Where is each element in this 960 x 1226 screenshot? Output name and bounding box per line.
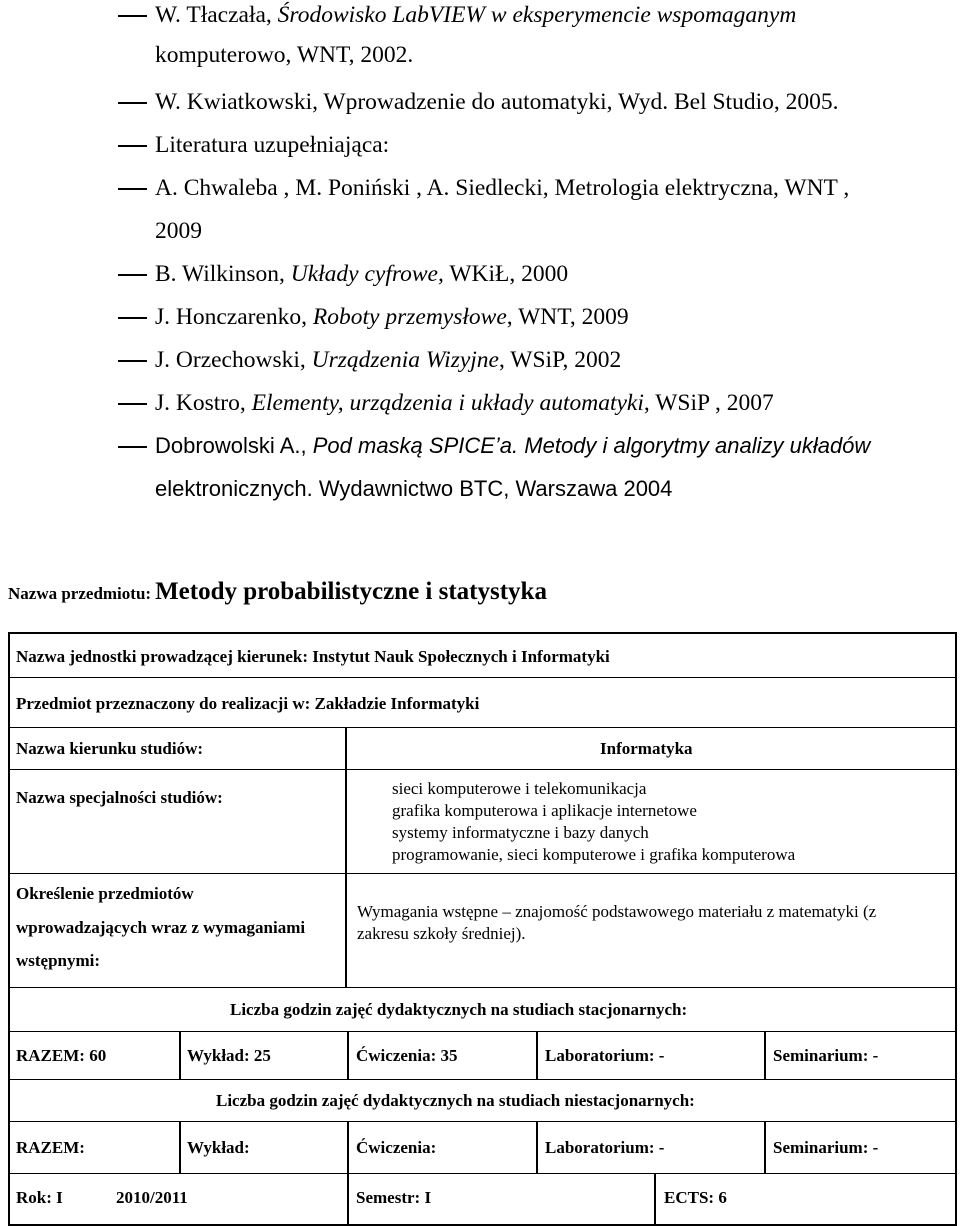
bibliography-title: Układy cyfrowe, — [290, 261, 444, 287]
bibliography-text — [155, 345, 621, 375]
hours-full-title-row — [10, 988, 955, 1032]
field-row — [10, 728, 955, 770]
bibliography-title: Pod maską SPICE’a. Metody i algorytmy analizy układów — [312, 433, 871, 458]
bibliography-title: Środowisko LabVIEW w eksperymencie wspomaganym — [277, 2, 797, 28]
year-value: 2010/2011 — [116, 1188, 188, 1207]
full-wyklad: Wykład: 25 — [187, 1046, 271, 1065]
dash-bullet — [118, 145, 147, 147]
spec-label: Nazwa specjalności studiów: — [16, 788, 223, 807]
hours-part-title: Liczba godzin zajęć dydaktycznych na studiach niestacjonarnych: — [216, 1091, 695, 1110]
hours-part-title-row — [10, 1080, 955, 1122]
bibliography-text — [155, 40, 413, 70]
spec-row — [10, 770, 955, 874]
full-cwiczenia: Ćwiczenia: 35 — [356, 1046, 458, 1065]
dash-bullet — [118, 274, 147, 276]
bibliography-text-part: 2009 — [155, 218, 202, 244]
prereq-label-2: wprowadzających wraz z wymaganiami — [16, 918, 306, 937]
part-wyklad: Wykład: — [187, 1138, 250, 1157]
field-label: Nazwa kierunku studiów: — [16, 739, 204, 758]
bibliography-text — [155, 474, 672, 504]
unit-row — [10, 634, 955, 678]
dept-text: Przedmiot przeznaczony do realizacji w: Zakładzie Informatyki — [16, 694, 480, 713]
bibliography-text-part: A. Chwaleba , M. Poniński , A. Siedlecki, Metrologia elektryczna, WNT , — [155, 175, 850, 201]
bibliography-text-part: Literatura uzupełniająca: — [155, 132, 390, 158]
prereq-label-1: Określenie przedmiotów — [16, 884, 194, 903]
bibliography-text — [155, 302, 629, 332]
part-sem: Seminarium: - — [773, 1138, 879, 1157]
dash-bullet — [118, 102, 147, 104]
semester-value: Semestr: I — [356, 1188, 432, 1207]
bibliography-title: Urządzenia Wizyjne — [311, 347, 499, 373]
bibliography-text-part: komputerowo, WNT, 2002. — [155, 42, 414, 68]
field-value: Informatyka — [600, 739, 693, 758]
ects-value: ECTS: 6 — [664, 1188, 727, 1207]
dash-bullet — [118, 446, 147, 448]
dash-bullet — [118, 403, 147, 405]
dash-bullet — [118, 188, 147, 190]
prereq-value-1: Wymagania wstępne – znajomość podstawowego materiału z matematyki (z — [357, 902, 877, 921]
bibliography-text-part: J. Honczarenko, — [155, 304, 313, 330]
part-cwiczenia: Ćwiczenia: — [356, 1138, 437, 1157]
hours-full-row — [10, 1032, 955, 1080]
bibliography-text-part: elektronicznych. Wydawnictwo BTC, Warszawa 2004 — [155, 476, 673, 501]
semester-row — [10, 1174, 955, 1224]
dash-bullet — [118, 15, 147, 17]
prereq-value-2: zakresu szkoły średniej). — [357, 924, 526, 943]
full-razem: RAZEM: 60 — [16, 1046, 107, 1065]
bibliography-text — [155, 431, 870, 461]
bibliography-text — [155, 173, 849, 203]
bibliography-text-part: J. Orzechowski, — [155, 347, 312, 373]
bibliography-text-part: WKiŁ, 2000 — [443, 261, 569, 287]
hours-part-row — [10, 1122, 955, 1174]
spec-item: programowanie, sieci komputerowe i grafika komputerowa — [392, 845, 796, 864]
bibliography-text-part: W. Kwiatkowski, Wprowadzenie do automatyki, Wyd. Bel Studio, 2005. — [155, 89, 839, 115]
bibliography-text — [155, 388, 774, 418]
hours-full-title: Liczba godzin zajęć dydaktycznych na studiach stacjonarnych: — [230, 1000, 688, 1019]
dept-row — [10, 678, 955, 728]
bibliography-text — [155, 216, 202, 246]
subject-title — [8, 578, 547, 606]
bibliography-text-part: J. Kostro, — [155, 390, 252, 416]
bibliography-text-part: Dobrowolski A., — [155, 433, 313, 458]
bibliography-text-part: W. Tłaczała, — [155, 2, 278, 28]
bibliography-text — [155, 87, 839, 117]
year-label: Rok: I — [16, 1188, 63, 1207]
bibliography-text-part: B. Wilkinson, — [155, 261, 291, 287]
full-sem: Seminarium: - — [773, 1046, 879, 1065]
part-lab: Laboratorium: - — [545, 1138, 665, 1157]
spec-item: sieci komputerowe i telekomunikacja — [392, 779, 647, 798]
full-lab: Laboratorium: - — [545, 1046, 665, 1065]
bibliography-text — [155, 259, 568, 289]
course-info-table — [8, 632, 957, 1226]
prereq-row — [10, 874, 955, 988]
spec-item: grafika komputerowa i aplikacje internetowe — [392, 801, 697, 820]
dash-bullet — [118, 317, 147, 319]
bibliography-text — [155, 0, 796, 30]
unit-text: Nazwa jednostki prowadzącej kierunek: Instytut Nauk Społecznych i Informatyki — [16, 647, 610, 666]
bibliography-text — [155, 130, 389, 160]
bibliography-text-part: , WSiP , 2007 — [643, 390, 774, 416]
subject-name: Metody probabilistyczne i statystyka — [155, 578, 547, 605]
bibliography-text-part: , WNT, 2009 — [506, 304, 629, 330]
bibliography-text-part: , WSiP, 2002 — [498, 347, 622, 373]
prereq-label-3: wstępnymi: — [16, 951, 101, 970]
subject-label: Nazwa przedmiotu: — [8, 584, 152, 603]
bibliography-title: Elementy, urządzenia i układy automatyki — [251, 390, 644, 416]
spec-item: systemy informatyczne i bazy danych — [392, 823, 649, 842]
bibliography-title: Roboty przemysłowe — [312, 304, 507, 330]
part-razem: RAZEM: — [16, 1138, 85, 1157]
dash-bullet — [118, 360, 147, 362]
